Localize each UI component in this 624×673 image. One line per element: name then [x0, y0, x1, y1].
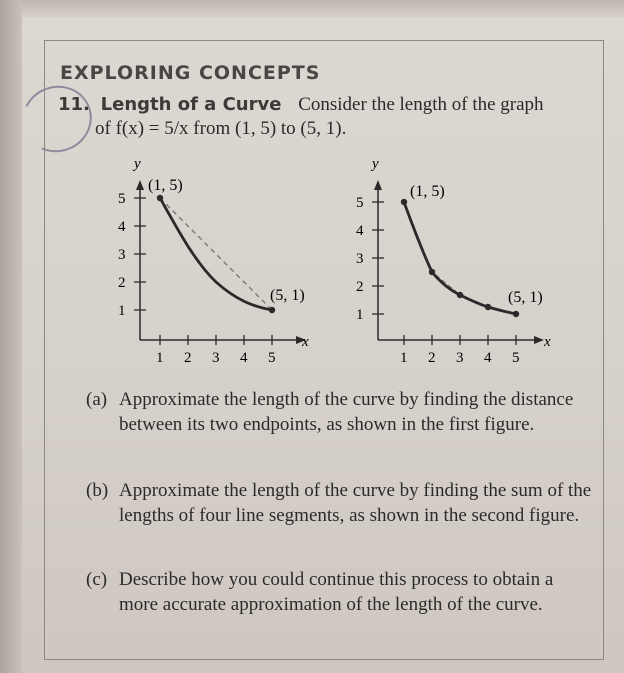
endpoint-secant-segment — [160, 198, 272, 310]
x-tick-label-1: 1 — [156, 350, 164, 366]
problem-text-line2: of f(x) = 5/x from (1, 5) to (5, 1). — [95, 118, 347, 139]
end-point-label: (5, 1) — [270, 287, 305, 304]
part-b — [86, 478, 596, 528]
end-point — [269, 307, 275, 313]
point-x1 — [401, 199, 407, 205]
end-point-label: (5, 1) — [508, 289, 543, 306]
x-tick-label-5: 5 — [512, 350, 520, 366]
x-tick-label-5: 5 — [268, 350, 276, 366]
point-x2 — [429, 269, 435, 275]
figure-endpoint-distance — [100, 150, 330, 380]
x-tick-label-3: 3 — [456, 350, 464, 366]
y-tick-label-1: 1 — [118, 303, 126, 319]
x-tick-label-1: 1 — [400, 350, 408, 366]
part-a — [86, 387, 596, 437]
part-a-text: Approximate the length of the curve by finding the distance between its two endpoints, as shown in the first figure. — [119, 389, 574, 435]
y-tick-label-5: 5 — [356, 195, 364, 211]
figure-four-segments — [340, 150, 570, 380]
start-point-label: (1, 5) — [148, 177, 183, 194]
x-tick-label-2: 2 — [428, 350, 436, 366]
part-c-label: (c) — [86, 569, 108, 590]
point-x5 — [513, 311, 519, 317]
x-axis-arrow — [534, 336, 544, 344]
x-tick-label-4: 4 — [240, 350, 248, 366]
part-b-text: Approximate the length of the curve by finding the sum of the lengths of four line segments, as shown in the second figure. — [119, 480, 592, 526]
problem-number: 11. — [58, 94, 90, 115]
y-tick-label-1: 1 — [356, 307, 364, 323]
x-axis-label: x — [544, 334, 551, 350]
x-tick-label-2: 2 — [184, 350, 192, 366]
page-binding-edge — [0, 0, 22, 673]
part-c-text: Describe how you could continue this process to obtain a more accurate approximation of the length of the curve. — [119, 569, 554, 615]
problem-statement — [58, 92, 588, 117]
part-b-label: (b) — [86, 480, 109, 501]
point-x3 — [457, 292, 463, 298]
y-axis-label: y — [372, 156, 379, 172]
start-point-label: (1, 5) — [410, 183, 445, 200]
y-tick-label-5: 5 — [118, 191, 126, 207]
graph-1 — [100, 150, 330, 375]
part-a-label: (a) — [86, 389, 108, 410]
x-tick-label-4: 4 — [484, 350, 492, 366]
problem-title: Length of a Curve — [100, 94, 282, 115]
point-x4 — [485, 304, 491, 310]
curve-5-over-x — [160, 198, 272, 310]
x-axis-label: x — [302, 334, 309, 350]
x-tick-label-3: 3 — [212, 350, 220, 366]
graph-2 — [340, 150, 570, 375]
section-heading: EXPLORING CONCEPTS — [60, 62, 321, 84]
y-tick-label-4: 4 — [118, 219, 126, 235]
y-axis-arrow — [136, 180, 144, 190]
y-tick-label-3: 3 — [118, 247, 126, 263]
start-point — [157, 195, 163, 201]
y-tick-label-4: 4 — [356, 223, 364, 239]
y-tick-label-3: 3 — [356, 251, 364, 267]
page-top-shadow — [0, 0, 624, 18]
problem-text-line1: Consider the length of the graph — [298, 94, 544, 115]
y-tick-label-2: 2 — [118, 275, 126, 291]
y-tick-label-2: 2 — [356, 279, 364, 295]
y-axis-arrow — [374, 180, 382, 190]
y-axis-label: y — [134, 156, 141, 172]
part-c — [86, 567, 596, 617]
